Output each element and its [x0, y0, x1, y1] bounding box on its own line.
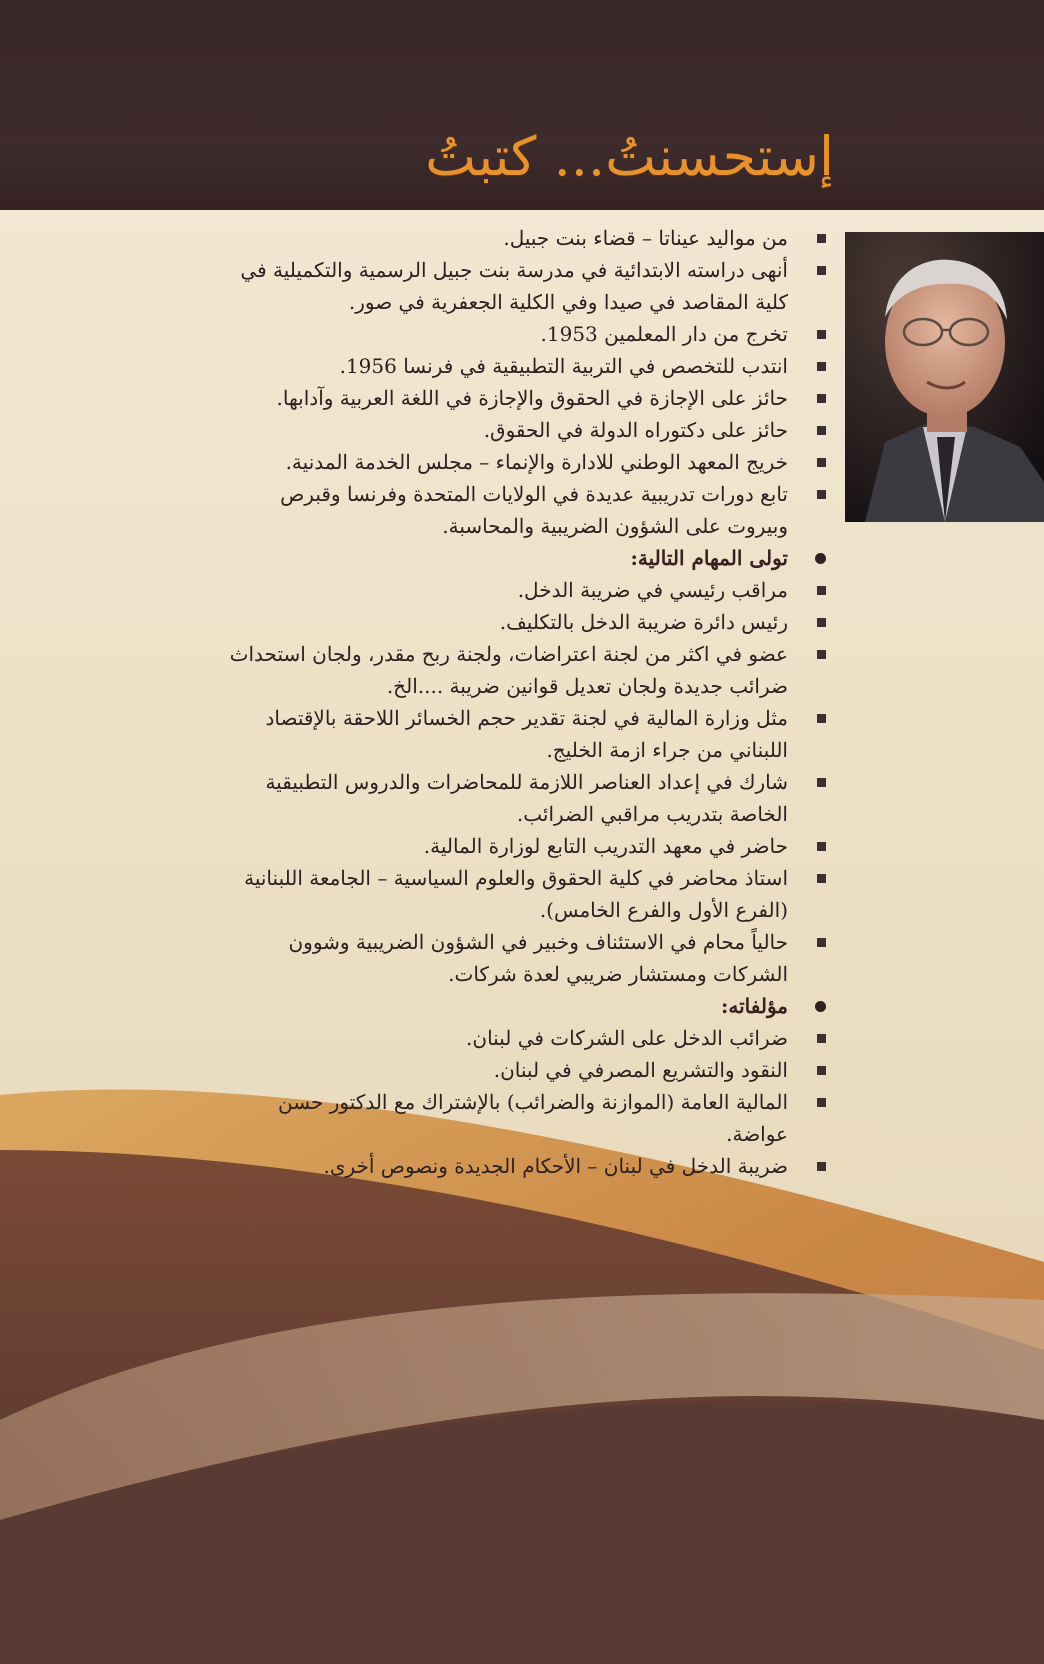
- list-item: [214, 830, 834, 862]
- cover-title: إستحسنتُ... كتبتُ: [425, 125, 834, 188]
- list-item: [214, 926, 834, 990]
- square-bullet-icon: [817, 874, 826, 883]
- list-item-text: عضو في اكثر من لجنة اعتراضات، ولجنة ربح مقدر، ولجان استحداث ضرائب جديدة ولجان تعديل قوانين ضريبة ....الخ.: [229, 642, 788, 698]
- list-item-text: المالية العامة (الموازنة والضرائب) بالإشتراك مع الدكتور حسن عواضة.: [277, 1090, 788, 1146]
- square-bullet-icon: [817, 618, 826, 627]
- square-bullet-icon: [817, 714, 826, 723]
- list-item: [214, 1086, 834, 1150]
- square-bullet-icon: [817, 1162, 826, 1171]
- square-bullet-icon: [817, 330, 826, 339]
- list-item-text: استاذ محاضر في كلية الحقوق والعلوم السياسية – الجامعة اللبنانية (الفرع الأول والفرع الخامس).: [244, 866, 788, 922]
- list-item-text: انتدب للتخصص في التربية التطبيقية في فرنسا 1956.: [339, 354, 788, 378]
- list-item-text: تخرج من دار المعلمين 1953.: [540, 322, 788, 346]
- list-item: [214, 350, 834, 382]
- square-bullet-icon: [817, 1034, 826, 1043]
- works-heading-text: مؤلفاته:: [720, 994, 788, 1018]
- square-bullet-icon: [817, 842, 826, 851]
- square-bullet-icon: [817, 650, 826, 659]
- list-item: [214, 414, 834, 446]
- square-bullet-icon: [817, 490, 826, 499]
- works-heading: [214, 990, 834, 1022]
- square-bullet-icon: [817, 938, 826, 947]
- list-item: [214, 318, 834, 350]
- list-item: [214, 1054, 834, 1086]
- list-item-text: خريج المعهد الوطني للادارة والإنماء – مجلس الخدمة المدنية.: [285, 450, 788, 474]
- square-bullet-icon: [817, 1066, 826, 1075]
- list-item: [214, 1022, 834, 1054]
- list-item: [214, 382, 834, 414]
- square-bullet-icon: [817, 778, 826, 787]
- square-bullet-icon: [817, 1098, 826, 1107]
- bio-list: [214, 222, 834, 542]
- list-item: [214, 222, 834, 254]
- list-item-text: ضريبة الدخل في لبنان – الأحكام الجديدة ونصوص أخرى.: [323, 1154, 788, 1178]
- square-bullet-icon: [817, 234, 826, 243]
- works-list: [214, 1022, 834, 1182]
- list-item-text: حاضر في معهد التدريب التابع لوزارة المالية.: [423, 834, 788, 858]
- list-item: [214, 766, 834, 830]
- list-item-text: مثل وزارة المالية في لجنة تقدير حجم الخسائر اللاحقة بالإقتصاد اللبناني من جراء ازمة الخليج.: [265, 706, 788, 762]
- square-bullet-icon: [817, 362, 826, 371]
- round-bullet-icon: [815, 553, 826, 564]
- square-bullet-icon: [817, 586, 826, 595]
- round-bullet-icon: [815, 1001, 826, 1012]
- list-item: [214, 478, 834, 542]
- square-bullet-icon: [817, 394, 826, 403]
- duties-list: [214, 574, 834, 990]
- list-item-text: حائز على الإجازة في الحقوق والإجازة في اللغة العربية وآدابها.: [276, 386, 788, 410]
- list-item: [214, 1150, 834, 1182]
- biography-text: [214, 222, 834, 1182]
- square-bullet-icon: [817, 426, 826, 435]
- duties-heading: [214, 542, 834, 574]
- list-item-text: شارك في إعداد العناصر اللازمة للمحاضرات والدروس التطبيقية الخاصة بتدريب مراقبي الضرائب.: [265, 770, 788, 826]
- list-item-text: من مواليد عيناتا – قضاء بنت جبيل.: [503, 226, 788, 250]
- list-item-text: تابع دورات تدريبية عديدة في الولايات المتحدة وفرنسا وقبرص وبيروت على الشؤون الضريبية والمحاسبة.: [280, 482, 788, 538]
- list-item: [214, 638, 834, 702]
- square-bullet-icon: [817, 266, 826, 275]
- list-item: [214, 606, 834, 638]
- list-item-text: النقود والتشريع المصرفي في لبنان.: [493, 1058, 788, 1082]
- list-item-text: ضرائب الدخل على الشركات في لبنان.: [466, 1026, 788, 1050]
- list-item-text: مراقب رئيسي في ضريبة الدخل.: [517, 578, 788, 602]
- list-item: [214, 254, 834, 318]
- list-item: [214, 862, 834, 926]
- list-item: [214, 702, 834, 766]
- square-bullet-icon: [817, 458, 826, 467]
- list-item: [214, 446, 834, 478]
- duties-heading-text: تولى المهام التالية:: [630, 546, 788, 570]
- author-portrait-image: [845, 232, 1044, 522]
- list-item-text: حالياً محام في الاستئناف وخبير في الشؤون الضريبية وشوون الشركات ومستشار ضريبي لعدة شركات.: [288, 930, 788, 986]
- list-item-text: رئيس دائرة ضريبة الدخل بالتكليف.: [499, 610, 788, 634]
- list-item-text: حائز على دكتوراه الدولة في الحقوق.: [483, 418, 788, 442]
- author-photo: [845, 232, 1044, 522]
- list-item-text: أنهى دراسته الابتدائية في مدرسة بنت جبيل الرسمية والتكميلية في كلية المقاصد في صيدا وفي الكلية الجعفرية في صور.: [240, 258, 788, 314]
- list-item: [214, 574, 834, 606]
